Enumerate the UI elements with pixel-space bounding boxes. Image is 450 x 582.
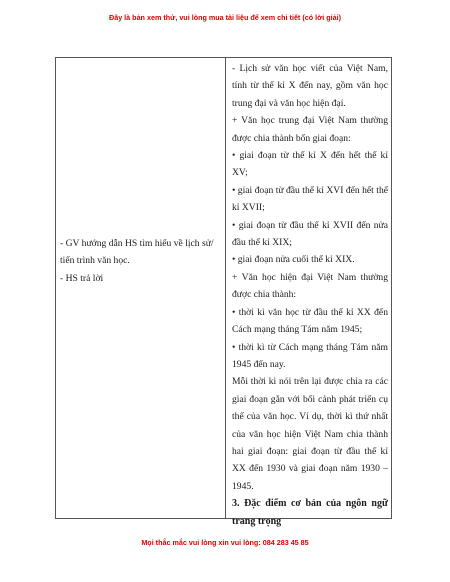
content-paragraph: • giai đoạn nửa cuối thế kỉ XIX. <box>232 254 355 266</box>
content-paragraph: Mỗi thời kì nói trên lại được chia ra các giai đoạn gắn với bối cảnh phát triển cụ thể của văn học. Ví dụ, thời kì thứ nhất của văn học hiện Việt Nam chia thành hai giai đoạn: giai đoạn từ đầu thế kỉ XX đến 1930 và giai đoạn năm 1930 – 1945. <box>232 376 388 492</box>
content-paragraph: + Văn học trung đại Việt Nam thường được chia thành bốn giai đoạn: <box>232 115 388 144</box>
teacher-instructions <box>60 235 222 287</box>
content-paragraph: • giai đoạn từ đầu thế kỉ XVI đến hết thế kỉ XVII; <box>232 184 388 214</box>
content-paragraph: • giai đoạn từ đầu thế kỉ XVII đến nửa đầu thế kỉ XIX; <box>232 219 388 249</box>
instruction-line: - GV hướng dẫn HS tìm hiểu về lịch sử/ <box>60 238 214 249</box>
content-column <box>226 58 391 527</box>
content-paragraph: - Lịch sử văn học viết của Việt Nam, tính từ thế kỉ X đến nay, gồm văn học trung đại và văn học hiện đại. <box>232 63 388 109</box>
content-paragraph: + Văn học hiện đại Việt Nam thường được chia thành: <box>232 271 388 301</box>
activity-column <box>56 58 226 518</box>
content-paragraph: • thời kì văn học từ đầu thế kỉ XX đến Cách mạng tháng Tám năm 1945; <box>232 306 388 336</box>
content-paragraph: • thời kì từ Cách mạng tháng Tám năm 1945 đến nay. <box>232 341 388 370</box>
section-heading: 3. Đặc điểm cơ bản của ngôn ngữ trang trọng <box>232 498 388 527</box>
contact-banner: Mọi thắc mắc vui lòng xin vui lòng: 084 283 45 85 <box>141 538 309 547</box>
instruction-line: tiến trình văn học. <box>60 255 130 267</box>
instruction-line: - HS trả lời <box>60 272 104 284</box>
content-paragraph: • giai đoạn từ thế kỉ X đến hết thế kỉ XV; <box>232 150 388 179</box>
content-table <box>55 57 392 527</box>
preview-banner: Đây là bản xem thử, vui lòng mua tài liệu để xem chi tiết (có lời giải) <box>109 13 341 22</box>
